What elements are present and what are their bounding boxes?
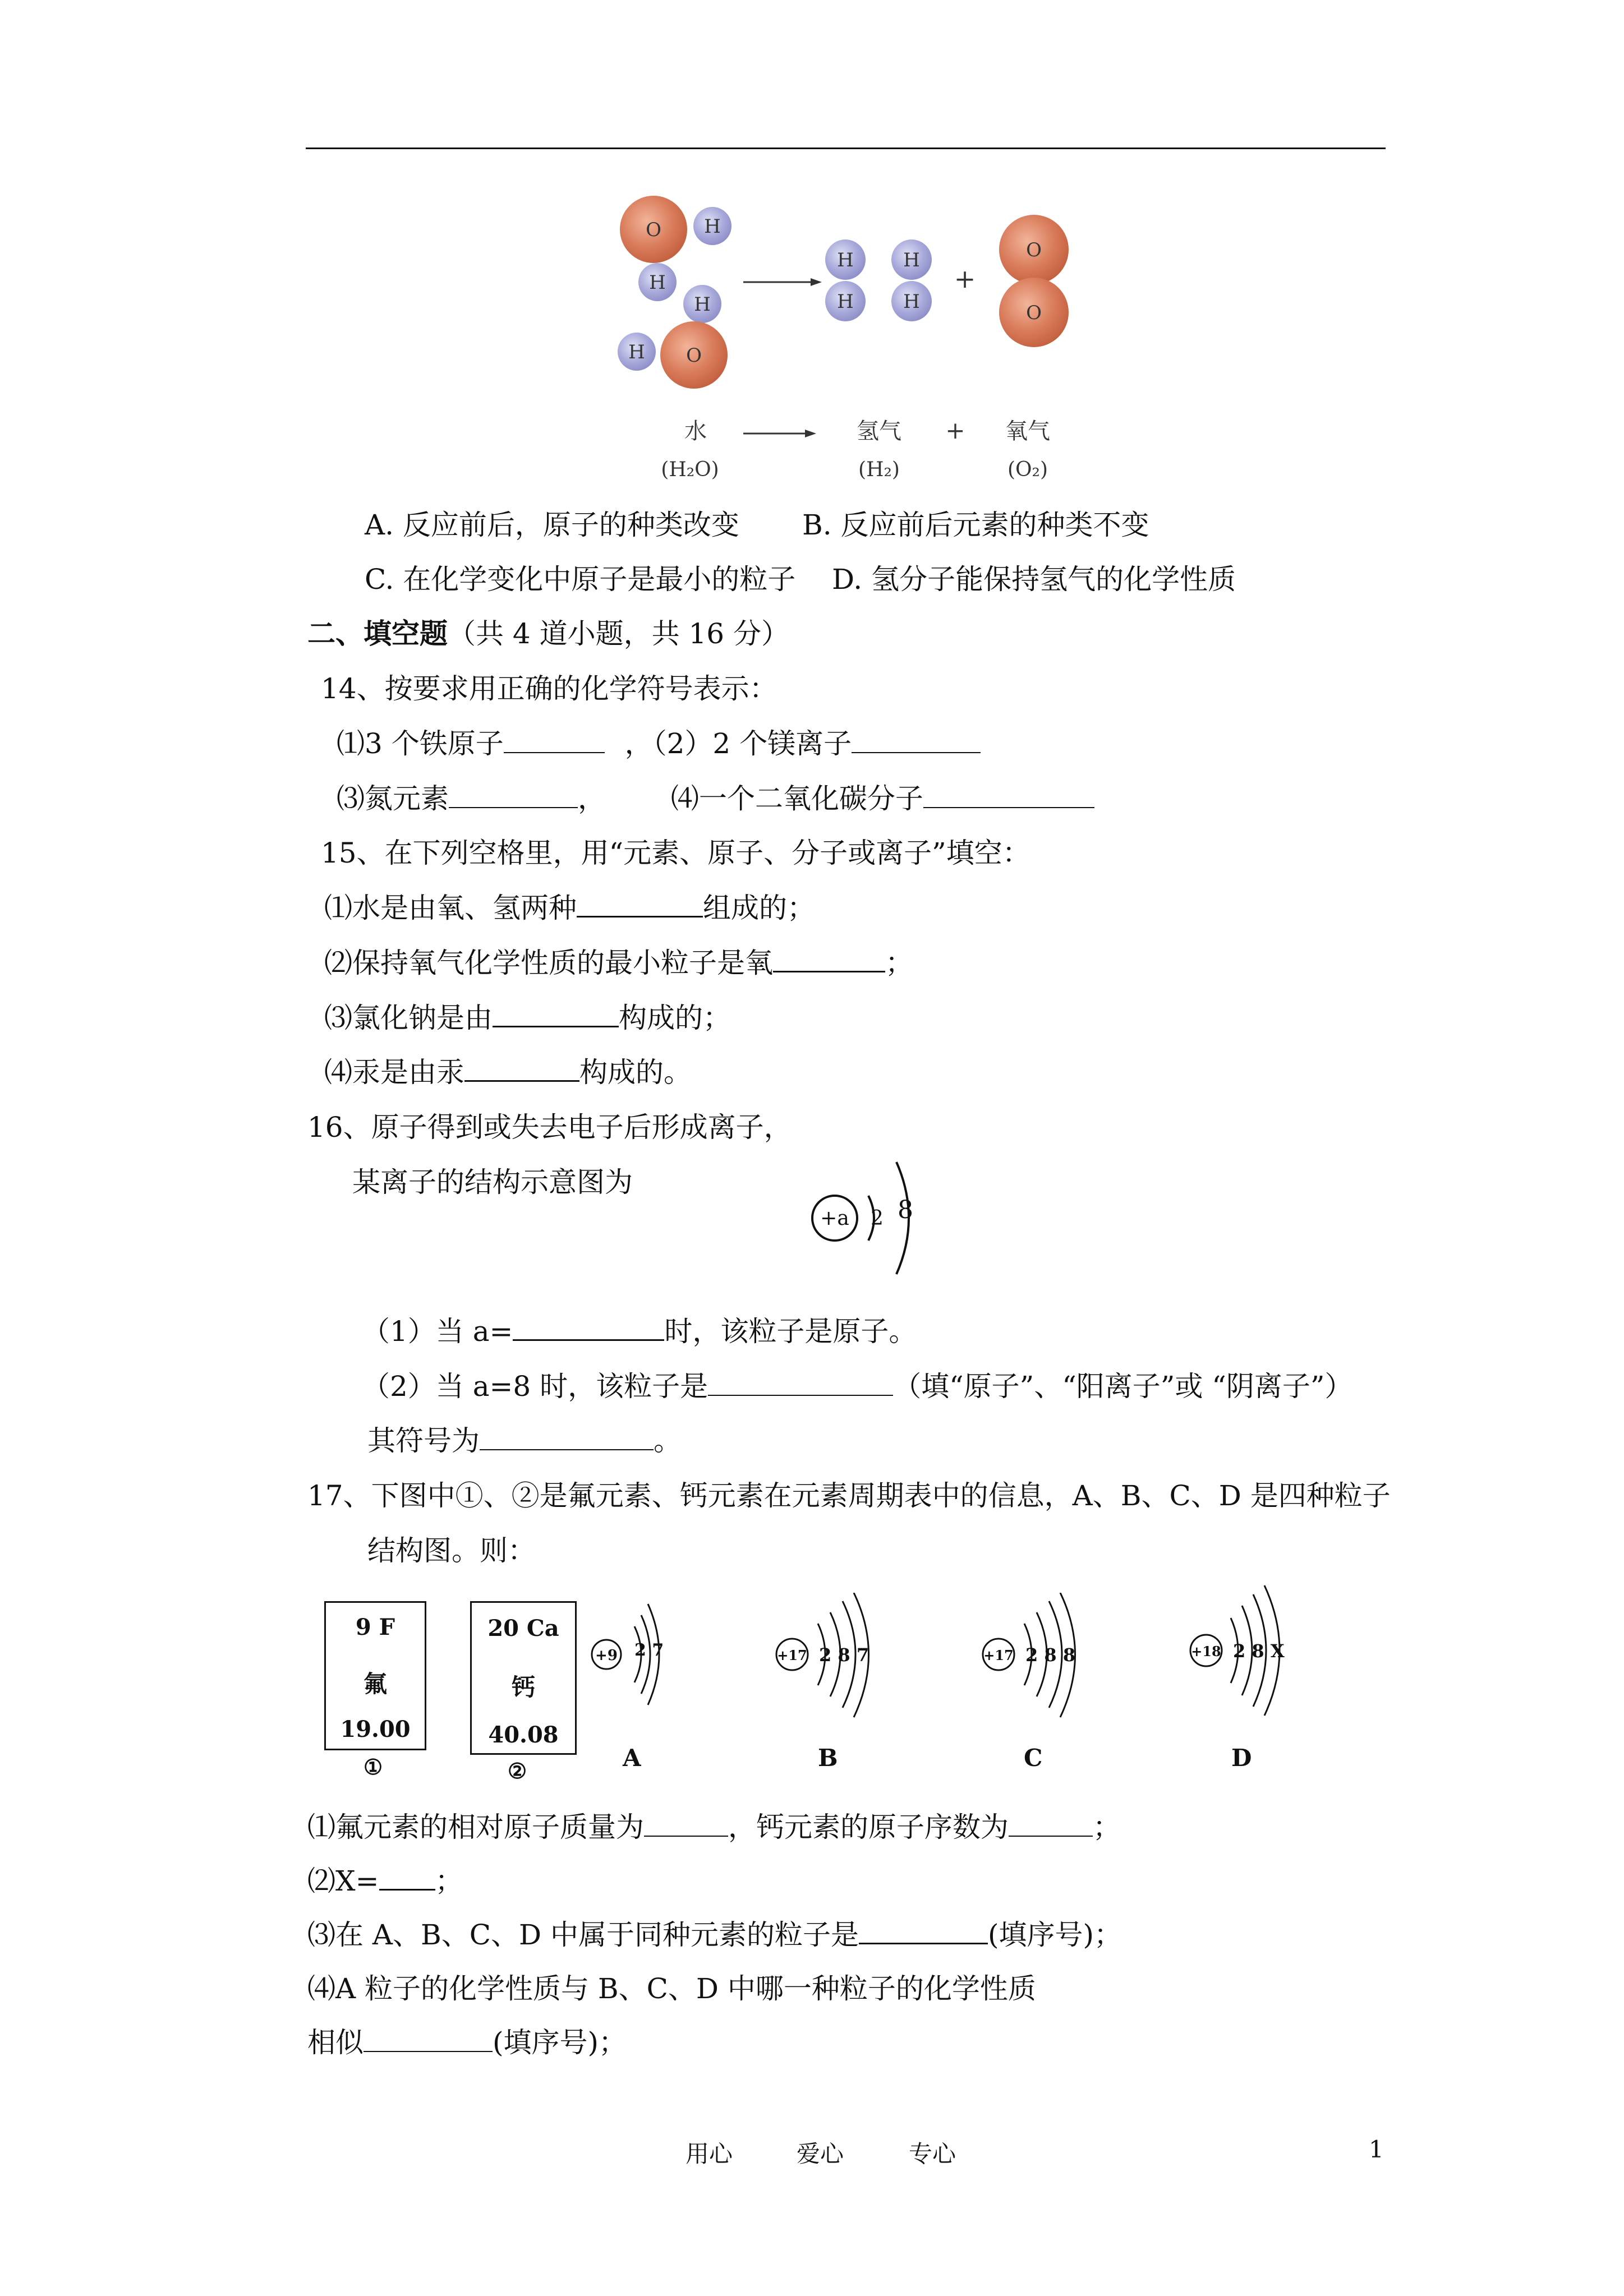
atom-label: H [628, 341, 645, 363]
q15-l4b: 构成的。 [579, 1056, 692, 1089]
atom-label: H [704, 215, 721, 238]
footer-word-3: 专心 [909, 2140, 956, 2168]
answer-blank[interactable] [644, 1811, 728, 1837]
answer-blank[interactable] [923, 782, 1094, 808]
svg-text:+17: +17 [777, 1647, 807, 1663]
hydrogen-molecule-1 [825, 239, 866, 321]
atom-label: H [694, 293, 711, 316]
q17-sub1 [307, 1810, 1121, 1844]
q17-q2b: ； [435, 1865, 463, 1897]
svg-text:2 8 8: 2 8 8 [1025, 1644, 1076, 1666]
q16-sub3 [367, 1424, 682, 1458]
label-water: 水 [684, 418, 707, 444]
q16-s1a: （1）当 a= [362, 1315, 513, 1348]
answer-blank[interactable] [379, 1864, 435, 1891]
q14-line2 [337, 782, 1094, 815]
particle-d-diagram [1188, 1584, 1300, 1719]
formula-water: (H₂O) [661, 458, 719, 481]
q17-q3b: (填序号)； [987, 1919, 1122, 1951]
q14-stem: 14、按要求用正确的化学符号表示： [321, 672, 778, 705]
answer-blank[interactable] [773, 946, 885, 972]
q15-line1 [324, 891, 815, 925]
label-hydrogen: 氢气 [857, 418, 901, 444]
answer-blank[interactable] [364, 2026, 493, 2052]
shell-2-count: 8 [898, 1196, 913, 1224]
q15-l2a: ⑵保持氧气化学性质的最小粒子是氧 [324, 947, 773, 979]
q17-q3a: ⑶在 A、B、C、D 中属于同种元素的粒子是 [307, 1919, 859, 1951]
q17-sub4: ⑷A 粒子的化学性质与 B、C、D 中哪一种粒子的化学性质 [307, 1972, 1036, 2005]
particle-a-diagram [586, 1593, 682, 1716]
card-atomic-mass: 40.08 [488, 1722, 559, 1748]
particle-label-c: C [1024, 1744, 1043, 1772]
answer-blank[interactable] [449, 782, 578, 808]
q17-q1c: ； [1093, 1811, 1121, 1843]
plus-sign: + [954, 264, 976, 294]
svg-text:2 8 X: 2 8 X [1233, 1640, 1285, 1662]
q14-line1 [337, 727, 981, 760]
answer-blank[interactable] [493, 1001, 619, 1027]
section-heading [307, 617, 789, 651]
q15-l3b: 构成的； [619, 1002, 731, 1034]
answer-blank[interactable] [859, 1918, 988, 1944]
q14-p3: ⑶氮元素 [337, 782, 449, 815]
q16-stem: 16、原子得到或失去电子后形成离子， [307, 1111, 792, 1144]
q16-sub1 [362, 1315, 917, 1348]
q16-line2: 某离子的结构示意图为 [352, 1166, 633, 1198]
answer-blank[interactable] [852, 727, 981, 753]
particle-b-diagram [774, 1593, 886, 1722]
shell-1-count: 2 [871, 1207, 884, 1230]
answer-blank[interactable] [464, 1055, 579, 1082]
svg-text:+9: +9 [595, 1647, 618, 1664]
svg-text:O: O [1026, 302, 1042, 324]
q17-stem-1: 17、下图中①、②是氟元素、钙元素在元素周期表中的信息，A、B、C、D 是四种粒子 [307, 1479, 1391, 1512]
q17-q1a: ⑴氟元素的相对原子质量为 [307, 1811, 644, 1843]
q14-comma: ， [578, 782, 606, 815]
q16-s2b: （填“原子”、“阳离子”或 “阴离子”） [893, 1370, 1353, 1403]
q16-sub2 [362, 1370, 1352, 1403]
q17-sub4-cont [307, 2026, 627, 2059]
option-c: C. 在化学变化中原子是最小的粒子 [365, 563, 796, 596]
q14-sep: ， [624, 727, 653, 760]
particle-label-a: A [623, 1744, 641, 1772]
footer-word-1: 用心 [686, 2140, 733, 2168]
periodic-card-fluorine [324, 1601, 426, 1750]
card-element-name: 氟 [363, 1670, 387, 1698]
q15-line4 [324, 1055, 692, 1089]
q17-stem-2: 结构图。则： [367, 1534, 536, 1567]
card-number-symbol: 9 F [355, 1614, 395, 1640]
answer-blank[interactable] [577, 891, 703, 918]
answer-blank[interactable] [1009, 1811, 1093, 1837]
q17-q4b: 相似 [307, 2026, 364, 2059]
footer-word-2: 爱心 [797, 2140, 844, 2168]
svg-text:2 8 7: 2 8 7 [819, 1644, 869, 1666]
svg-text:H: H [837, 249, 854, 271]
q17-q2a: ⑵X= [307, 1865, 379, 1897]
atom-label: H [649, 271, 666, 294]
q17-q4c: (填序号)； [493, 2026, 627, 2059]
water-molecule-2 [618, 285, 728, 389]
card-number-symbol: 20 Ca [487, 1615, 559, 1642]
formula-oxygen: (O₂) [1007, 458, 1048, 481]
particle-label-d: D [1231, 1744, 1252, 1772]
section-title: 二、填空题 [307, 617, 448, 650]
atom-label: O [646, 219, 661, 241]
ion-structure-diagram [802, 1155, 937, 1284]
answer-blank[interactable] [513, 1315, 664, 1341]
page-number: 1 [1369, 2136, 1384, 2163]
water-decomposition-figure [606, 188, 1099, 502]
card-element-name: 钙 [511, 1673, 535, 1701]
q15-line3 [324, 1001, 731, 1035]
particle-c-diagram [981, 1593, 1093, 1722]
q14-p4: ⑷一个二氧化碳分子 [670, 782, 923, 815]
label-plus: + [945, 417, 965, 444]
svg-text:H: H [837, 291, 854, 313]
q16-s1b: 时，该粒子是原子。 [664, 1315, 917, 1348]
q14-p2: （2）2 个镁离子 [652, 727, 852, 760]
answer-blank[interactable] [480, 1424, 654, 1450]
q15-l4a: ⑷汞是由汞 [324, 1056, 464, 1089]
particle-label-b: B [818, 1744, 838, 1772]
q14-p1: ⑴3 个铁原子 [337, 727, 504, 760]
q15-l2b: ； [885, 947, 913, 979]
q17-sub2 [307, 1864, 463, 1898]
atom-label: O [686, 344, 702, 367]
svg-text:H: H [903, 249, 920, 271]
water-molecule-1 [620, 196, 732, 301]
section-note: （共 4 道小题，共 16 分） [448, 617, 790, 650]
option-b: B. 反应前后元素的种类不变 [802, 509, 1149, 541]
q16-s2a: （2）当 a=8 时，该粒子是 [362, 1370, 709, 1403]
svg-text:O: O [1026, 239, 1042, 261]
formula-hydrogen: (H₂) [858, 458, 900, 481]
q16-s3a: 其符号为 [367, 1424, 480, 1457]
svg-text:+17: +17 [983, 1647, 1014, 1663]
q15-line2 [324, 946, 913, 980]
q15-stem: 15、在下列空格里，用“元素、原子、分子或离子”填空： [321, 837, 1030, 869]
svg-text:2 7: 2 7 [634, 1640, 664, 1660]
option-a: A. 反应前后，原子的种类改变 [365, 509, 739, 541]
card-atomic-mass: 19.00 [340, 1716, 411, 1742]
hydrogen-molecule-2 [891, 239, 932, 321]
q15-l1a: ⑴水是由氧、氢两种 [324, 892, 577, 924]
card-mark-1: ① [364, 1754, 383, 1779]
q16-s3b: 。 [654, 1424, 682, 1457]
option-d: D. 氢分子能保持氢气的化学性质 [832, 563, 1236, 596]
svg-text:+18: +18 [1191, 1643, 1221, 1659]
q17-q1b: ，钙元素的原子序数为 [728, 1811, 1009, 1843]
periodic-card-calcium [470, 1601, 577, 1755]
q15-l1b: 组成的； [703, 892, 815, 924]
answer-blank[interactable] [504, 727, 605, 753]
q15-l3a: ⑶氯化钠是由 [324, 1002, 493, 1034]
header-rule [306, 147, 1386, 149]
label-oxygen: 氧气 [1005, 418, 1050, 444]
answer-blank[interactable] [708, 1370, 893, 1396]
q17-sub3 [307, 1918, 1122, 1952]
nucleus-label: +a [820, 1207, 849, 1230]
svg-text:H: H [903, 291, 920, 313]
oxygen-molecule [999, 215, 1069, 347]
card-mark-2: ② [508, 1758, 527, 1783]
